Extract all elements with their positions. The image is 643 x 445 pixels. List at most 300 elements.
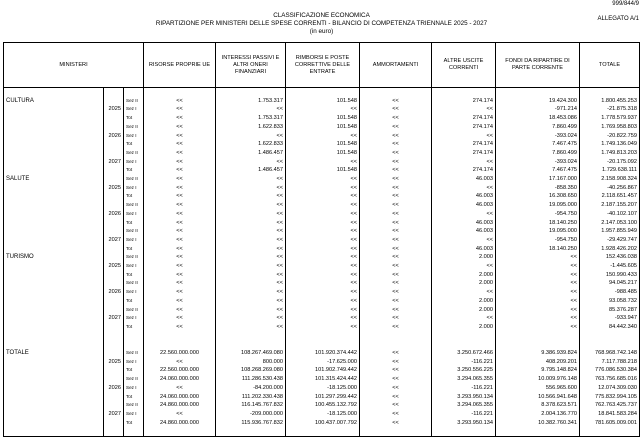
risorse-cell <box>144 340 216 349</box>
section-cell: Sez I <box>124 358 144 367</box>
totale-cell: 1.778.579.937 <box>580 114 640 123</box>
year-cell: 2025 <box>104 184 124 193</box>
interessi-cell: << <box>216 158 286 167</box>
interessi-cell: << <box>216 227 286 236</box>
fondi-cell: 9.795.148.824 <box>496 366 580 375</box>
table-row <box>4 384 640 393</box>
risorse-cell <box>144 332 216 341</box>
risorse-cell: 24.860.000.000 <box>144 419 216 428</box>
interessi-cell <box>216 88 286 97</box>
ministero-cell <box>4 410 104 419</box>
ammortamenti-cell: << <box>360 149 432 158</box>
report-title: CLASSIFICAZIONE ECONOMICA <box>273 12 370 19</box>
section-cell: Tot <box>124 366 144 375</box>
table-row <box>4 227 640 236</box>
altre-cell <box>432 332 496 341</box>
rimborsi-cell: << <box>286 314 360 323</box>
fondi-cell: << <box>496 314 580 323</box>
altre-cell: << <box>432 262 496 271</box>
section-cell: Sez I <box>124 410 144 419</box>
section-cell <box>124 88 144 97</box>
table-row <box>4 184 640 193</box>
interessi-cell: << <box>216 297 286 306</box>
section-cell: Sez II <box>124 175 144 184</box>
rimborsi-cell: << <box>286 201 360 210</box>
ministero-cell <box>4 201 104 210</box>
ministero-cell <box>4 375 104 384</box>
section-cell: Sez I <box>124 236 144 245</box>
ministero-cell <box>4 314 104 323</box>
ministero-cell <box>4 384 104 393</box>
totale-cell: 12.074.309.030 <box>580 384 640 393</box>
year-cell: 2027 <box>104 236 124 245</box>
ammortamenti-cell: << <box>360 262 432 271</box>
year-cell <box>104 175 124 184</box>
risorse-cell: << <box>144 297 216 306</box>
section-cell: Sez I <box>124 384 144 393</box>
totale-cell <box>580 340 640 349</box>
fondi-cell: 408.209.201 <box>496 358 580 367</box>
rimborsi-cell: << <box>286 184 360 193</box>
rimborsi-cell: 101.315.424.442 <box>286 375 360 384</box>
section-cell: Tot <box>124 140 144 149</box>
year-cell <box>104 279 124 288</box>
rimborsi-cell: 101.548 <box>286 140 360 149</box>
fondi-cell <box>496 340 580 349</box>
risorse-cell: << <box>144 158 216 167</box>
year-cell <box>104 271 124 280</box>
table-row <box>4 314 640 323</box>
rimborsi-cell: << <box>286 245 360 254</box>
risorse-cell: << <box>144 358 216 367</box>
table-row <box>4 323 640 332</box>
totale-cell: 762.763.425.737 <box>580 401 640 410</box>
ministero-cell <box>4 166 104 175</box>
year-cell <box>104 375 124 384</box>
section-cell: Sez I <box>124 158 144 167</box>
altre-cell: 3.294.065.355 <box>432 375 496 384</box>
year-cell <box>104 419 124 428</box>
altre-cell: 274.174 <box>432 166 496 175</box>
totale-cell: -988.485 <box>580 288 640 297</box>
totale-cell: -40.102.107 <box>580 210 640 219</box>
report-header <box>0 12 643 36</box>
risorse-cell: << <box>144 114 216 123</box>
altre-cell: 274.174 <box>432 140 496 149</box>
section-cell: Tot <box>124 219 144 228</box>
ammortamenti-cell <box>360 427 432 436</box>
ministero-cell <box>4 323 104 332</box>
year-cell: 2026 <box>104 288 124 297</box>
fondi-cell: -393.024 <box>496 132 580 141</box>
section-cell: Sez II <box>124 149 144 158</box>
totale-cell: 1.769.958.803 <box>580 123 640 132</box>
risorse-cell: << <box>144 175 216 184</box>
table-row <box>4 245 640 254</box>
fondi-cell: 7.860.499 <box>496 123 580 132</box>
fondi-cell: 19.095.000 <box>496 227 580 236</box>
totale-cell: 150.990.433 <box>580 271 640 280</box>
year-cell <box>104 401 124 410</box>
interessi-cell: << <box>216 245 286 254</box>
altre-cell: -116.221 <box>432 358 496 367</box>
year-cell: 2026 <box>104 384 124 393</box>
risorse-cell: << <box>144 306 216 315</box>
ministero-cell <box>4 114 104 123</box>
ministero-cell <box>4 132 104 141</box>
rimborsi-cell: 101.548 <box>286 149 360 158</box>
totale-cell <box>580 88 640 97</box>
table-row <box>4 149 640 158</box>
table-row <box>4 105 640 114</box>
fondi-cell: 7.860.499 <box>496 149 580 158</box>
altre-cell: 3.250.556.225 <box>432 366 496 375</box>
ministero-cell <box>4 297 104 306</box>
risorse-cell: << <box>144 210 216 219</box>
interessi-cell: 1.753.317 <box>216 97 286 106</box>
table-row <box>4 114 640 123</box>
ammortamenti-cell: << <box>360 384 432 393</box>
risorse-cell: 22.560.000.000 <box>144 349 216 358</box>
ministero-cell <box>4 306 104 315</box>
rimborsi-cell: << <box>286 306 360 315</box>
ammortamenti-cell: << <box>360 105 432 114</box>
totale-cell: -933.947 <box>580 314 640 323</box>
interessi-cell: 116.145.767.832 <box>216 401 286 410</box>
ammortamenti-cell: << <box>360 201 432 210</box>
totale-cell: 1.800.455.253 <box>580 97 640 106</box>
year-cell <box>104 245 124 254</box>
rimborsi-cell: << <box>286 227 360 236</box>
ammortamenti-cell: << <box>360 401 432 410</box>
ammortamenti-cell: << <box>360 366 432 375</box>
interessi-cell: 1.622.833 <box>216 140 286 149</box>
altre-cell: 274.174 <box>432 97 496 106</box>
table-row <box>4 175 640 184</box>
ministero-cell <box>4 340 104 349</box>
ammortamenti-cell: << <box>360 123 432 132</box>
altre-cell: 46.003 <box>432 175 496 184</box>
ammortamenti-cell: << <box>360 175 432 184</box>
altre-cell: << <box>432 210 496 219</box>
rimborsi-cell <box>286 332 360 341</box>
ministero-cell <box>4 192 104 201</box>
fondi-cell: 18.453.086 <box>496 114 580 123</box>
year-cell <box>104 393 124 402</box>
rimborsi-cell: 101.902.749.442 <box>286 366 360 375</box>
risorse-cell: << <box>144 253 216 262</box>
interessi-cell: -209.000.000 <box>216 410 286 419</box>
header-totale: TOTALE <box>580 43 640 88</box>
fondi-cell: << <box>496 323 580 332</box>
year-cell <box>104 166 124 175</box>
section-cell: Sez I <box>124 132 144 141</box>
fondi-cell <box>496 332 580 341</box>
interessi-cell <box>216 427 286 436</box>
risorse-cell: << <box>144 201 216 210</box>
interessi-cell: 800.000 <box>216 358 286 367</box>
totale-cell: 84.442.340 <box>580 323 640 332</box>
year-cell: 2026 <box>104 132 124 141</box>
altre-cell: 2.000 <box>432 253 496 262</box>
spending-table <box>3 42 640 437</box>
table-row <box>4 375 640 384</box>
table-row <box>4 97 640 106</box>
altre-cell <box>432 88 496 97</box>
table-row <box>4 393 640 402</box>
altre-cell: << <box>432 288 496 297</box>
rimborsi-cell <box>286 88 360 97</box>
rimborsi-cell: << <box>286 132 360 141</box>
interessi-cell: << <box>216 279 286 288</box>
table-body <box>4 88 640 437</box>
altre-cell: 3.293.950.134 <box>432 393 496 402</box>
section-cell <box>124 332 144 341</box>
rimborsi-cell: -17.625.000 <box>286 358 360 367</box>
section-cell: Sez II <box>124 375 144 384</box>
risorse-cell: << <box>144 384 216 393</box>
altre-cell: 2.000 <box>432 323 496 332</box>
interessi-cell: << <box>216 210 286 219</box>
rimborsi-cell: << <box>286 253 360 262</box>
altre-cell: << <box>432 105 496 114</box>
table-row <box>4 166 640 175</box>
ministero-cell <box>4 210 104 219</box>
altre-cell: 46.003 <box>432 219 496 228</box>
ammortamenti-cell: << <box>360 227 432 236</box>
interessi-cell: << <box>216 288 286 297</box>
altre-cell: 2.000 <box>432 297 496 306</box>
table-row <box>4 332 640 341</box>
altre-cell: << <box>432 132 496 141</box>
year-cell <box>104 253 124 262</box>
totale-cell: 768.968.742.148 <box>580 349 640 358</box>
header-rimborsi: RIMBORSI E POSTE CORRETTIVE DELLE ENTRATE <box>286 43 360 88</box>
table-row <box>4 192 640 201</box>
table-row <box>4 306 640 315</box>
ammortamenti-cell: << <box>360 166 432 175</box>
ministero-cell <box>4 123 104 132</box>
section-cell: Tot <box>124 245 144 254</box>
table-row <box>4 253 640 262</box>
section-cell: Tot <box>124 393 144 402</box>
totale-cell: 1.729.638.111 <box>580 166 640 175</box>
interessi-cell: 111.286.530.438 <box>216 375 286 384</box>
ministero-cell <box>4 184 104 193</box>
year-cell <box>104 332 124 341</box>
section-cell: Sez I <box>124 210 144 219</box>
year-cell <box>104 140 124 149</box>
altre-cell: 3.293.950.134 <box>432 419 496 428</box>
year-cell <box>104 219 124 228</box>
ammortamenti-cell: << <box>360 358 432 367</box>
fondi-cell: 7.467.475 <box>496 166 580 175</box>
table-row <box>4 401 640 410</box>
fondi-cell: -954.750 <box>496 210 580 219</box>
table-row <box>4 410 640 419</box>
year-cell <box>104 227 124 236</box>
section-cell: Sez I <box>124 105 144 114</box>
ammortamenti-cell: << <box>360 158 432 167</box>
totale-cell: 18.841.583.284 <box>580 410 640 419</box>
document-id: 999/844/9 <box>612 1 639 7</box>
altre-cell: 46.003 <box>432 192 496 201</box>
altre-cell: 3.294.065.355 <box>432 401 496 410</box>
header-risorse: RISORSE PROPRIE UE <box>144 43 216 88</box>
altre-cell: << <box>432 158 496 167</box>
rimborsi-cell: << <box>286 105 360 114</box>
table-row <box>4 123 640 132</box>
year-cell <box>104 88 124 97</box>
year-cell <box>104 323 124 332</box>
ammortamenti-cell: << <box>360 410 432 419</box>
interessi-cell <box>216 332 286 341</box>
table-row <box>4 366 640 375</box>
ammortamenti-cell: << <box>360 236 432 245</box>
fondi-cell: << <box>496 288 580 297</box>
risorse-cell <box>144 427 216 436</box>
totale-cell: -29.429.747 <box>580 236 640 245</box>
totale-cell: -21.875.318 <box>580 105 640 114</box>
risorse-cell: << <box>144 288 216 297</box>
section-cell: Sez II <box>124 401 144 410</box>
ammortamenti-cell: << <box>360 349 432 358</box>
fondi-cell <box>496 88 580 97</box>
section-cell: Sez II <box>124 227 144 236</box>
interessi-cell <box>216 340 286 349</box>
altre-cell: 2.000 <box>432 279 496 288</box>
allegato-label: ALLEGATO A/1 <box>597 16 639 22</box>
altre-cell: 46.003 <box>432 201 496 210</box>
fondi-cell: -393.024 <box>496 158 580 167</box>
totale-cell: 775.832.994.105 <box>580 393 640 402</box>
table-row <box>4 132 640 141</box>
ministero-cell <box>4 358 104 367</box>
risorse-cell: 24.060.000.000 <box>144 393 216 402</box>
totale-cell: 2.147.053.100 <box>580 219 640 228</box>
risorse-cell: 24.060.000.000 <box>144 375 216 384</box>
ammortamenti-cell <box>360 332 432 341</box>
ministero-cell: TOTALE <box>4 349 104 358</box>
ammortamenti-cell: << <box>360 393 432 402</box>
year-cell <box>104 349 124 358</box>
altre-cell: 2.000 <box>432 306 496 315</box>
year-cell: 2025 <box>104 105 124 114</box>
interessi-cell: -84.200.000 <box>216 384 286 393</box>
risorse-cell: << <box>144 149 216 158</box>
rimborsi-cell: << <box>286 288 360 297</box>
totale-cell: 94.045.217 <box>580 279 640 288</box>
ministero-cell <box>4 140 104 149</box>
fondi-cell: 18.140.250 <box>496 219 580 228</box>
section-cell <box>124 340 144 349</box>
fondi-cell: << <box>496 279 580 288</box>
rimborsi-cell: << <box>286 279 360 288</box>
section-cell: Tot <box>124 271 144 280</box>
ministero-cell <box>4 236 104 245</box>
risorse-cell: << <box>144 410 216 419</box>
altre-cell: 3.250.672.466 <box>432 349 496 358</box>
ammortamenti-cell: << <box>360 184 432 193</box>
totale-cell: 1.957.855.949 <box>580 227 640 236</box>
totale-cell: 93.058.732 <box>580 297 640 306</box>
fondi-cell: -954.750 <box>496 236 580 245</box>
altre-cell <box>432 340 496 349</box>
year-cell <box>104 201 124 210</box>
totale-cell: 2.158.908.324 <box>580 175 640 184</box>
ammortamenti-cell: << <box>360 314 432 323</box>
rimborsi-cell: 101.297.299.442 <box>286 393 360 402</box>
ministero-cell <box>4 401 104 410</box>
table-row <box>4 279 640 288</box>
rimborsi-cell: 100.437.007.792 <box>286 419 360 428</box>
fondi-cell <box>496 427 580 436</box>
fondi-cell: 8.378.623.571 <box>496 401 580 410</box>
risorse-cell: << <box>144 219 216 228</box>
ministero-cell <box>4 279 104 288</box>
interessi-cell: << <box>216 201 286 210</box>
rimborsi-cell: << <box>286 271 360 280</box>
interessi-cell: 1.622.833 <box>216 123 286 132</box>
totale-cell: -1.445.605 <box>580 262 640 271</box>
header-fondi: FONDI DA RIPARTIRE DI PARTE CORRENTE <box>496 43 580 88</box>
section-cell: Sez I <box>124 262 144 271</box>
section-cell: Sez II <box>124 123 144 132</box>
ministero-cell <box>4 427 104 436</box>
altre-cell: 274.174 <box>432 114 496 123</box>
totale-cell: 776.086.530.384 <box>580 366 640 375</box>
fondi-cell: 16.308.650 <box>496 192 580 201</box>
interessi-cell: << <box>216 192 286 201</box>
section-cell: Tot <box>124 192 144 201</box>
header-altre: ALTRE USCITE CORRENTI <box>432 43 496 88</box>
year-cell <box>104 427 124 436</box>
rimborsi-cell: -18.125.000 <box>286 384 360 393</box>
ammortamenti-cell: << <box>360 132 432 141</box>
ministero-cell <box>4 262 104 271</box>
fondi-cell: 18.140.250 <box>496 245 580 254</box>
interessi-cell: 108.267.469.080 <box>216 349 286 358</box>
section-cell: Tot <box>124 419 144 428</box>
fondi-cell: 10.009.976.148 <box>496 375 580 384</box>
table-row <box>4 219 640 228</box>
section-cell: Sez II <box>124 349 144 358</box>
ammortamenti-cell: << <box>360 97 432 106</box>
year-cell <box>104 114 124 123</box>
risorse-cell: << <box>144 323 216 332</box>
table-row <box>4 419 640 428</box>
table-row <box>4 271 640 280</box>
table-row <box>4 358 640 367</box>
ammortamenti-cell: << <box>360 288 432 297</box>
year-cell: 2027 <box>104 314 124 323</box>
fondi-cell: -858.350 <box>496 184 580 193</box>
ministero-cell: CULTURA <box>4 97 104 106</box>
year-cell <box>104 149 124 158</box>
totale-cell: 1.749.813.203 <box>580 149 640 158</box>
altre-cell: << <box>432 314 496 323</box>
risorse-cell: << <box>144 245 216 254</box>
risorse-cell: << <box>144 184 216 193</box>
risorse-cell: << <box>144 105 216 114</box>
risorse-cell: 22.560.000.000 <box>144 366 216 375</box>
fondi-cell: << <box>496 297 580 306</box>
section-cell: Sez I <box>124 184 144 193</box>
header-interessi: INTERESSI PASSIVI E ALTRI ONERI FINANZIARI <box>216 43 286 88</box>
year-cell <box>104 306 124 315</box>
altre-cell: 2.000 <box>432 271 496 280</box>
interessi-cell: << <box>216 175 286 184</box>
